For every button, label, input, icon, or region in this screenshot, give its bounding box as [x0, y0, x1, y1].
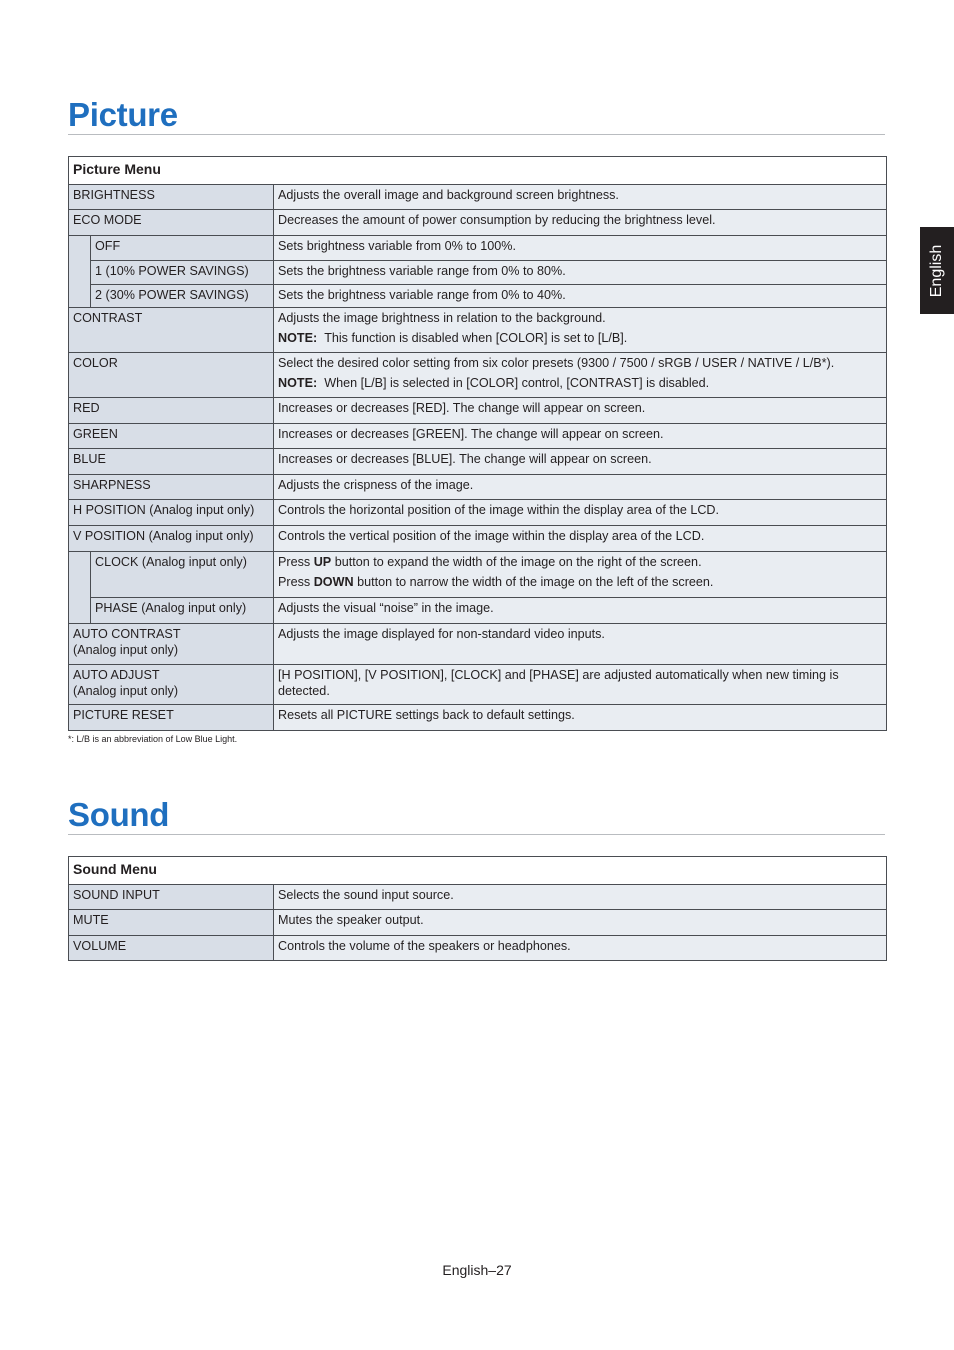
contrast-desc-text: Adjusts the image brightness in relation to the background.: [278, 311, 606, 325]
language-side-tab-label: English: [928, 244, 945, 297]
setting-desc-phase: Adjusts the visual “noise” in the image.: [274, 598, 887, 624]
setting-name-v-position: V POSITION (Analog input only): [69, 526, 274, 552]
clock-up-key: UP: [313, 555, 332, 569]
eco-mode-indent-cell: [69, 236, 91, 308]
color-note: [278, 376, 882, 392]
clock-line1-prefix: Press: [278, 555, 314, 569]
picture-menu-header: Picture Menu: [69, 157, 887, 185]
setting-name-volume: VOLUME: [69, 936, 274, 961]
sound-menu-header: Sound Menu: [69, 857, 887, 885]
table-row: [69, 552, 887, 598]
setting-name-sharpness: SHARPNESS: [69, 475, 274, 500]
setting-desc-green: Increases or decreases [GREEN]. The change will appear on screen.: [274, 424, 887, 449]
setting-name-h-position: H POSITION (Analog input only): [69, 500, 274, 526]
sound-section-title: Sound: [68, 796, 170, 833]
setting-desc-h-position: Controls the horizontal position of the image within the display area of the LCD.: [274, 500, 887, 526]
setting-name-mute: MUTE: [69, 910, 274, 936]
table-row: [69, 398, 887, 424]
table-row: [69, 449, 887, 475]
table-row: [69, 885, 887, 910]
auto-contrast-name-line2: (Analog input only): [73, 642, 179, 657]
color-note-text: When [L/B] is selected in [COLOR] control, [CONTRAST] is disabled.: [324, 375, 710, 390]
picture-title-rule: [68, 134, 885, 135]
clock-line2-suffix: button to narrow the width of the image on the left of the screen.: [353, 574, 714, 589]
setting-name-eco-mode: ECO MODE: [69, 210, 274, 236]
sound-title-rule: [68, 834, 885, 835]
setting-desc-eco-off: Sets brightness variable from 0% to 100%.: [274, 236, 887, 261]
sound-menu-table: [68, 856, 887, 961]
table-row: [69, 857, 887, 885]
setting-name-phase: PHASE (Analog input only): [91, 598, 274, 624]
auto-adjust-name-line1: AUTO ADJUST: [73, 668, 160, 682]
setting-name-eco-off: OFF: [91, 236, 274, 261]
table-row: [69, 475, 887, 500]
setting-name-eco-2: 2 (30% POWER SAVINGS): [91, 284, 274, 308]
table-row: [69, 910, 887, 936]
picture-section-title: Picture: [68, 96, 178, 133]
table-row: [69, 936, 887, 961]
setting-name-auto-adjust: [69, 665, 274, 705]
table-row: [69, 424, 887, 449]
table-row: [69, 284, 887, 308]
position-indent-cell: [69, 552, 91, 624]
setting-desc-red: Increases or decreases [RED]. The change will appear on screen.: [274, 398, 887, 424]
setting-name-blue: BLUE: [69, 449, 274, 475]
setting-desc-sound-input: Selects the sound input source.: [274, 885, 887, 910]
lb-footnote: *: L/B is an abbreviation of Low Blue Light.: [68, 734, 238, 744]
setting-desc-color: [274, 353, 887, 398]
setting-desc-auto-adjust: [H POSITION], [V POSITION], [CLOCK] and [PHASE] are adjusted automatically when new timing is detected.: [274, 665, 887, 705]
table-row: [69, 705, 887, 731]
table-row: [69, 665, 887, 705]
setting-desc-eco-mode: Decreases the amount of power consumption by reducing the brightness level.: [274, 210, 887, 236]
setting-desc-eco-1: Sets the brightness variable range from 0% to 80%.: [274, 261, 887, 285]
table-row: [69, 526, 887, 552]
setting-desc-sharpness: Adjusts the crispness of the image.: [274, 475, 887, 500]
setting-name-green: GREEN: [69, 424, 274, 449]
table-row: [69, 598, 887, 624]
setting-name-brightness: BRIGHTNESS: [69, 185, 274, 210]
table-row: [69, 236, 887, 261]
setting-desc-auto-contrast: Adjusts the image displayed for non-standard video inputs.: [274, 624, 887, 665]
setting-desc-v-position: Controls the vertical position of the image within the display area of the LCD.: [274, 526, 887, 552]
picture-menu-table: [68, 156, 887, 731]
auto-contrast-name-line1: AUTO CONTRAST: [73, 627, 181, 641]
clock-desc-line-up: [278, 555, 882, 571]
table-row: [69, 624, 887, 665]
table-row: [69, 185, 887, 210]
setting-desc-blue: Increases or decreases [BLUE]. The change will appear on screen.: [274, 449, 887, 475]
setting-name-contrast: CONTRAST: [69, 308, 274, 353]
contrast-note-label: NOTE:: [278, 330, 318, 345]
language-side-tab: [920, 227, 954, 314]
table-row: [69, 353, 887, 398]
clock-desc-line-down: [278, 575, 882, 591]
setting-desc-clock: [274, 552, 887, 598]
table-row: [69, 210, 887, 236]
setting-name-eco-1: 1 (10% POWER SAVINGS): [91, 261, 274, 285]
table-row: [69, 261, 887, 285]
contrast-note-text: This function is disabled when [COLOR] is set to [L/B].: [324, 330, 628, 345]
table-row: [69, 157, 887, 185]
auto-adjust-name-line2: (Analog input only): [73, 683, 179, 698]
setting-name-picture-reset: PICTURE RESET: [69, 705, 274, 731]
setting-desc-eco-2: Sets the brightness variable range from 0% to 40%.: [274, 284, 887, 308]
setting-desc-picture-reset: Resets all PICTURE settings back to default settings.: [274, 705, 887, 731]
setting-name-color: COLOR: [69, 353, 274, 398]
setting-name-auto-contrast: [69, 624, 274, 665]
setting-desc-volume: Controls the volume of the speakers or headphones.: [274, 936, 887, 961]
setting-name-clock: CLOCK (Analog input only): [91, 552, 274, 598]
clock-line2-prefix: Press: [278, 574, 314, 589]
setting-name-sound-input: SOUND INPUT: [69, 885, 274, 910]
table-row: [69, 500, 887, 526]
clock-down-key: DOWN: [313, 574, 354, 589]
clock-line1-suffix: button to expand the width of the image on the right of the screen.: [331, 555, 702, 569]
setting-desc-mute: Mutes the speaker output.: [274, 910, 887, 936]
table-row: [69, 308, 887, 353]
page-number: English–27: [442, 1262, 512, 1278]
color-note-label: NOTE:: [278, 375, 318, 390]
setting-desc-brightness: Adjusts the overall image and background screen brightness.: [274, 185, 887, 210]
setting-desc-contrast: [274, 308, 887, 353]
color-desc-text: Select the desired color setting from six color presets (9300 / 7500 / sRGB / USER / NATIVE / L/B*).: [278, 356, 835, 370]
setting-name-red: RED: [69, 398, 274, 424]
contrast-note: [278, 331, 882, 347]
